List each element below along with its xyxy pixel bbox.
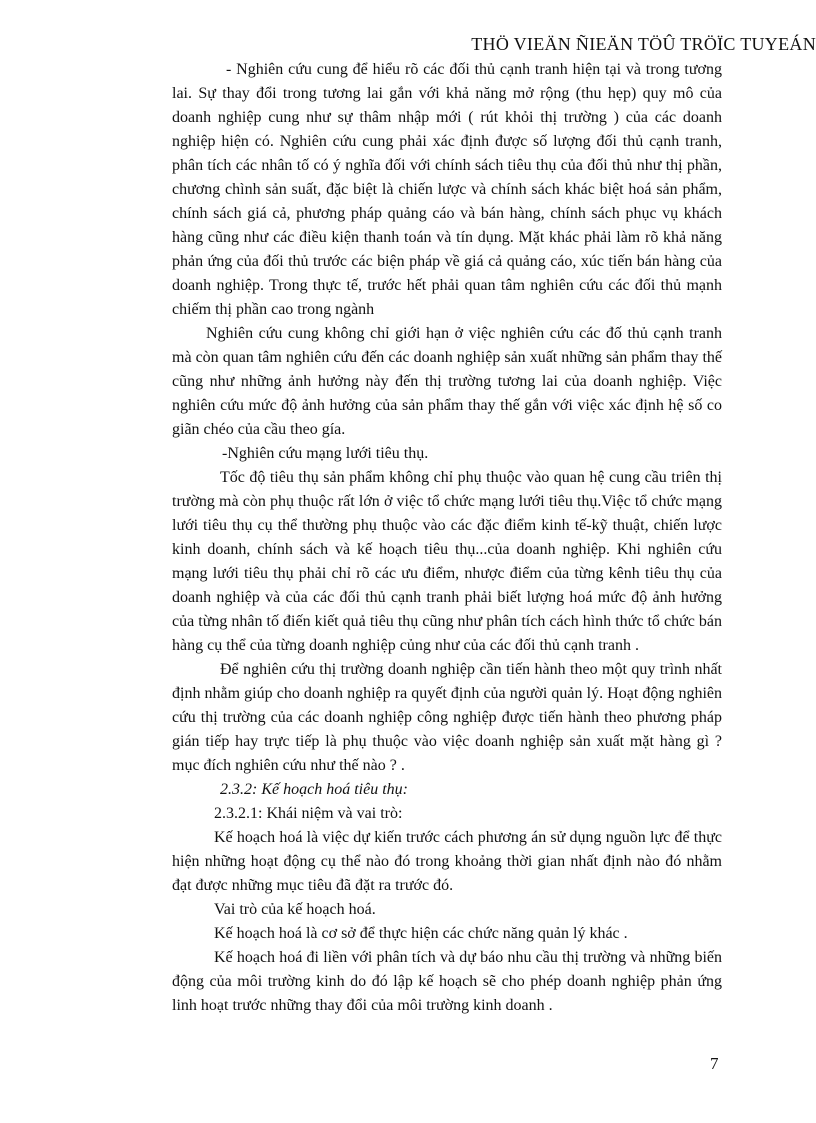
paragraph-distribution-heading: -Nghiên cứu mạng lưới tiêu thụ.	[222, 445, 429, 462]
paragraph-research-process: Để nghiên cứu thị trường doanh nghiệp cần tiến hành theo một quy trình nhất định nhằm giúp cho doanh nghiệp ra quyết định của người quản lý. Hoạt động nghiên cứu thị trường của các doanh nghiệp công nghiệp được tiến hành theo phương pháp gián tiếp hay trực tiếp là phụ thuộc vào việc doanh nghiệp sản xuất mặt hàng gì ? mục đích nghiên cứu như thế nào ? .	[172, 661, 722, 774]
document-body	[172, 58, 722, 1018]
paragraph-competitor-research: - Nghiên cứu cung để hiểu rõ các đối thủ cạnh tranh hiện tại và trong tương lai. Sự thay đổi trong tương lai gắn với khả năng mở rộng (thu hẹp) quy mô của doanh nghiệp cung như sự thâm nhập mới ( rút khỏi thị trường ) của các doanh nghiệp hiện có. Nghiên cứu cung phải xác định được số lượng đối thủ cạnh tranh, phân tích các nhân tố có ý nghĩa đối với chính sách tiêu thụ của đối thủ như thị phần, chương chình sản suất, đặc biệt là chiến lược và chính sách khác biệt hoá sản phẩm, chính sách giá cả, phương pháp quảng cáo và bán hàng, chính sách phục vụ khách hàng cũng như các điều kiện thanh toán và tín dụng. Mặt khác phải làm rõ khả năng phản ứng của đối thủ trước các biện pháp về giá cả quảng cáo, xúc tiến bán hàng của doanh nghiệp. Trong thực tế, trước hết phải quan tâm nghiên cứu các đối thủ mạnh chiếm thị phần cao trong ngành	[172, 61, 722, 318]
page-header: THÖ VIEÄN ÑIEÄN TÖÛ TRÖÏC TUYEÁN	[471, 34, 816, 54]
page-number: 7	[710, 1054, 719, 1073]
paragraph-planning-analysis: Kế hoạch hoá đi liền với phân tích và dự báo nhu cầu thị trường và những biến động của môi trường kinh do đó lập kế hoạch sẽ cho phép doanh nghiệp phản ứng linh hoạt trước những thay đổi của môi trường kinh doanh .	[172, 949, 722, 1014]
subsection-heading-concept-role: 2.3.2.1: Khái niệm và vai trò:	[214, 805, 403, 822]
paragraph-planning-basis: Kế hoạch hoá là cơ sở để thực hiện các chức năng quản lý khác .	[214, 925, 628, 942]
section-heading-sales-planning: 2.3.2: Kế hoạch hoá tiêu thụ:	[220, 781, 408, 798]
paragraph-substitute-products: Nghiên cứu cung không chỉ giới hạn ở việc nghiên cứu các đố thủ cạnh tranh mà còn quan tâm nghiên cứu đến các doanh nghiệp sản xuất những sản phẩm thay thế cũng như những ảnh hưởng này đến thị trường tương lai của doanh nghiệp. Việc nghiên cứu mức độ ảnh hưởng của sản phẩm thay thế gắn với việc xác định hệ số co giãn chéo của cầu theo gía.	[172, 325, 722, 438]
paragraph-planning-definition: Kế hoạch hoá là việc dự kiến trước cách phương án sử dụng nguồn lực để thực hiện những hoạt động cụ thể nào đó trong khoảng thời gian nhất định nào đó nhằm đạt được những mục tiêu đã đặt ra trước đó.	[172, 829, 722, 894]
paragraph-distribution-network: Tốc độ tiêu thụ sản phẩm không chỉ phụ thuộc vào quan hệ cung cầu triên thị trường mà còn phụ thuộc rất lớn ở việc tổ chức mạng lưới tiêu thụ.Việc tổ chức mạng lưới tiêu thụ cụ thể thường phụ thuộc vào các đặc điểm kinh tế-kỹ thuật, chiến lược kinh doanh, chính sách và kế hoạch tiêu thụ...của doanh nghiệp. Khi nghiên cứu mạng lưới tiêu thụ phải chỉ rõ các ưu điểm, nhược điểm của từng kênh tiêu thụ của doanh nghiệp và của các đối thủ cạnh tranh phải biết lượng hoá mức độ ảnh hưởng của từng nhân tố điến kiết quả tiêu thụ cũng như phân tích cách hình thức tổ chức bán hàng cụ thể của từng doanh nghiệp củng như của các đối thủ cạnh tranh .	[172, 469, 722, 654]
paragraph-planning-role: Vai trò của kế hoạch hoá.	[214, 901, 376, 918]
